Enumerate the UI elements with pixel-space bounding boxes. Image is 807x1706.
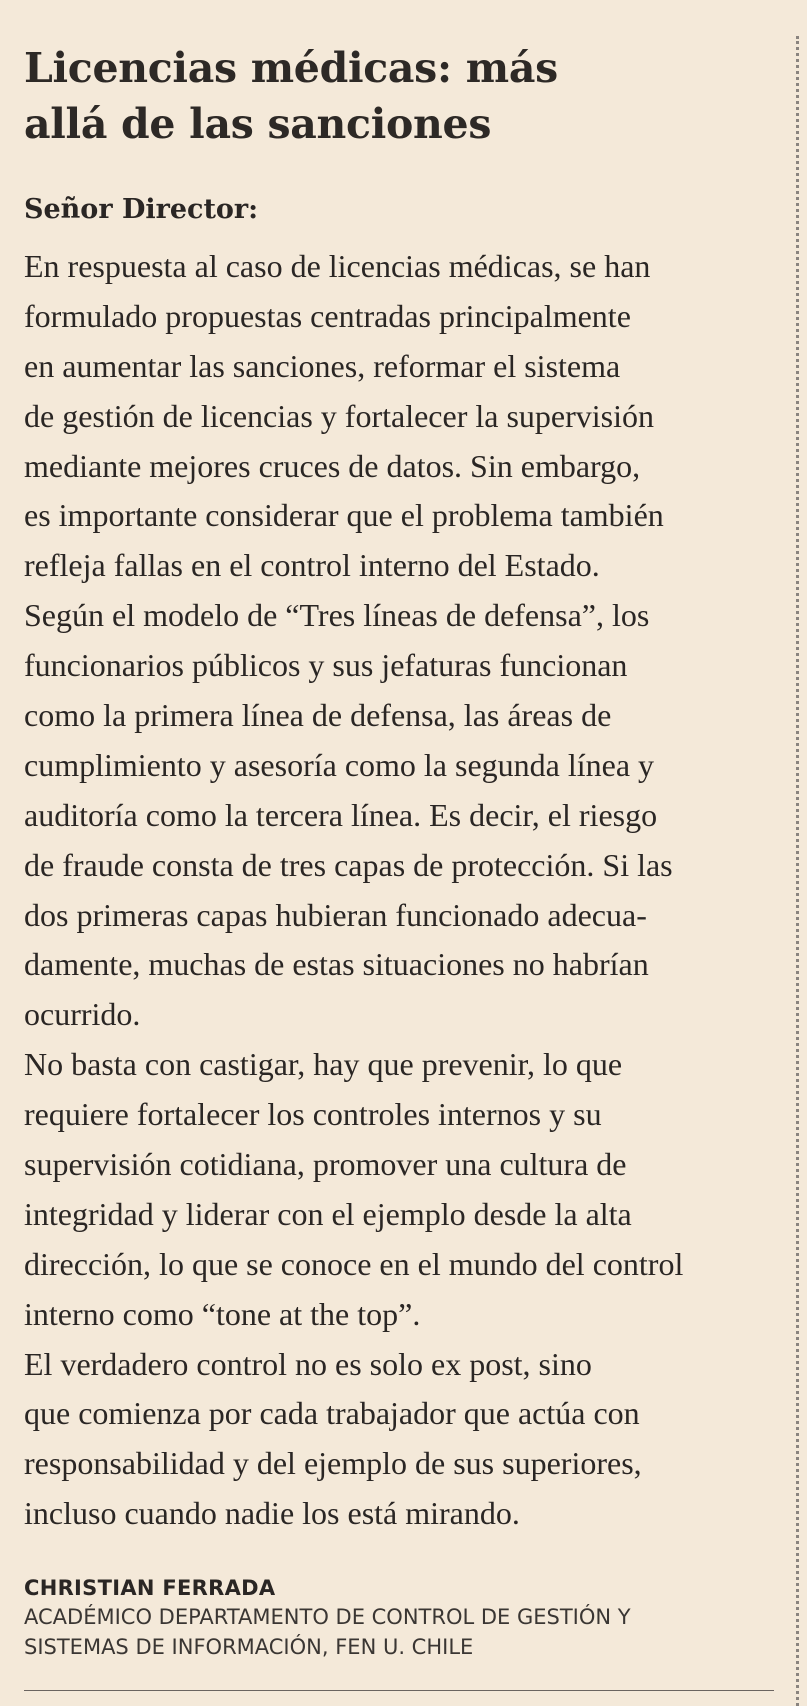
- body-line: En respuesta al caso de licencias médicas, se han: [24, 248, 651, 284]
- author-affiliation: ACADÉMICO DEPARTAMENTO DE CONTROL DE GESTIÓN Y: [24, 1605, 631, 1629]
- body-line: supervisión cotidiana, promover una cultura de: [24, 1146, 627, 1183]
- author-name: CHRISTIAN FERRADA: [24, 1576, 276, 1600]
- signature-block: [24, 1574, 784, 1662]
- headline-line: allá de las sanciones: [24, 100, 492, 148]
- body-line: interno como “tone at the top”.: [24, 1295, 421, 1332]
- bottom-divider: [24, 1690, 774, 1691]
- headline-line: Licencias médicas: más: [24, 44, 558, 92]
- body-line: formulado propuestas centradas principalmente: [24, 297, 631, 334]
- body-line: requiere fortalecer los controles internos y su: [24, 1096, 602, 1133]
- letter-column: [24, 0, 780, 1706]
- body-line: auditoría como la tercera línea. Es decir, el riesgo: [24, 796, 658, 833]
- body-line: ocurrido.: [24, 996, 141, 1033]
- author-affiliation: SISTEMAS DE INFORMACIÓN, FEN U. CHILE: [24, 1635, 474, 1659]
- salutation: Señor Director:: [24, 194, 259, 225]
- body-line: No basta con castigar, hay que prevenir, lo que: [24, 1046, 623, 1083]
- body-line: cumplimiento y asesoría como la segunda línea y: [24, 746, 655, 783]
- body-line: es importante considerar que el problema también: [24, 497, 664, 534]
- body-line: de fraude consta de tres capas de protección. Si las: [24, 846, 673, 883]
- body-line: integridad y liderar con el ejemplo desde la alta: [24, 1195, 632, 1232]
- body-line: Según el modelo de “Tres líneas de defensa”, los: [24, 597, 650, 634]
- body-line: damente, muchas de estas situaciones no habrían: [24, 946, 649, 983]
- body-line: de gestión de licencias y fortalecer la supervisión: [24, 397, 654, 434]
- body-line: funcionarios públicos y sus jefaturas funcionan: [24, 647, 628, 684]
- body-line: incluso cuando nadie los está mirando.: [24, 1495, 520, 1532]
- body-line: responsabilidad y del ejemplo de sus superiores,: [24, 1445, 642, 1482]
- column-divider-dotted: [796, 36, 799, 1706]
- body-line: mediante mejores cruces de datos. Sin embargo,: [24, 447, 641, 484]
- letter-body: [24, 242, 784, 1539]
- body-line: dirección, lo que se conoce en el mundo del control: [24, 1245, 684, 1282]
- body-line: como la primera línea de defensa, las áreas de: [24, 697, 612, 734]
- headline: [24, 40, 744, 152]
- body-line: que comienza por cada trabajador que actúa con: [24, 1395, 640, 1432]
- body-line: El verdadero control no es solo ex post, sino: [24, 1345, 592, 1382]
- body-line: en aumentar las sanciones, reformar el sistema: [24, 347, 621, 384]
- body-line: refleja fallas en el control interno del Estado.: [24, 547, 600, 584]
- body-line: dos primeras capas hubieran funcionado adecua-: [24, 896, 647, 933]
